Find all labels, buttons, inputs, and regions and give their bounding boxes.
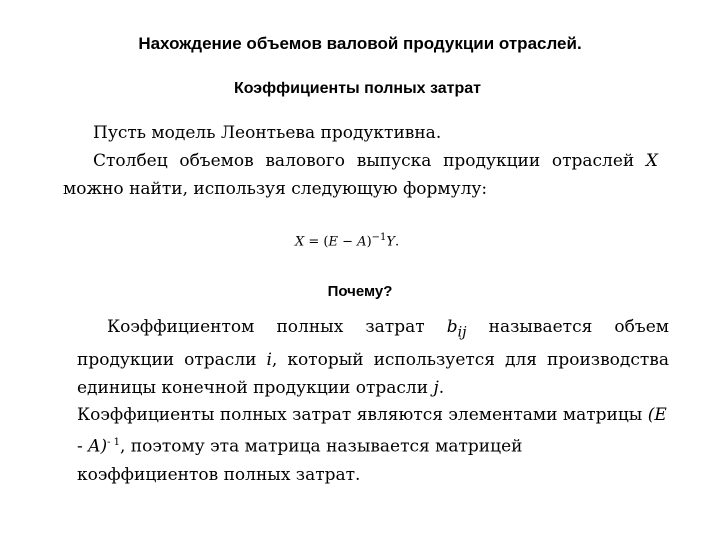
formula-e: E [328, 234, 338, 250]
matrix-a: A [88, 436, 101, 457]
var-x: X [645, 151, 658, 171]
definition-paragraph [77, 313, 669, 402]
formula-minus: − [338, 234, 358, 250]
question-heading: Почему? [327, 283, 393, 300]
matrix-open: ( [647, 405, 655, 425]
matrix-text [77, 401, 669, 489]
def-text-4: . [438, 378, 445, 399]
formula-exponent: −1 [371, 232, 387, 243]
intro-line-2 [63, 147, 658, 203]
matrix-e: E [654, 405, 667, 425]
intro-line-1: Пусть модель Леонтьева продуктивна. [93, 123, 442, 143]
matrix-text-2: , поэтому эта матрица называется матрицей коэффициентов полных затрат. [77, 436, 523, 485]
matrix-exponent: - 1 [107, 437, 120, 448]
def-text-2: называется объем продукции отрасли [77, 317, 670, 371]
intro-text-end: можно найти, используя следующую формулу: [63, 179, 488, 199]
matrix-text-1: Коэффициенты полных затрат являются элементами матрицы [77, 405, 648, 425]
var-j: j [433, 378, 439, 399]
formula-close: ) [366, 234, 372, 250]
formula-lhs: X [295, 234, 305, 250]
def-text-3: , который используется для производства единицы конечной продукции отрасли [77, 350, 669, 399]
matrix-close: ) [100, 436, 108, 457]
matrix-minus: - [77, 436, 89, 457]
definition-text [77, 313, 669, 402]
formula-eq: = ( [304, 234, 329, 250]
matrix-paragraph [77, 401, 669, 489]
formula-a: A [357, 234, 367, 250]
formula-y: Y [386, 234, 395, 250]
slide-subtitle: Коэффициенты полных затрат [233, 80, 482, 97]
intro-paragraph [63, 119, 658, 203]
var-i: i [266, 350, 272, 371]
var-b: b [446, 317, 458, 337]
intro-text-start: Столбец объемов валового выпуска продукции отраслей [93, 151, 646, 171]
formula-dot: . [394, 234, 400, 250]
slide-title: Нахождение объемов валовой продукции отраслей. [138, 34, 582, 53]
def-text-1: Коэффициентом полных затрат [107, 317, 447, 337]
var-ij: ij [457, 324, 467, 341]
formula [295, 232, 399, 249]
